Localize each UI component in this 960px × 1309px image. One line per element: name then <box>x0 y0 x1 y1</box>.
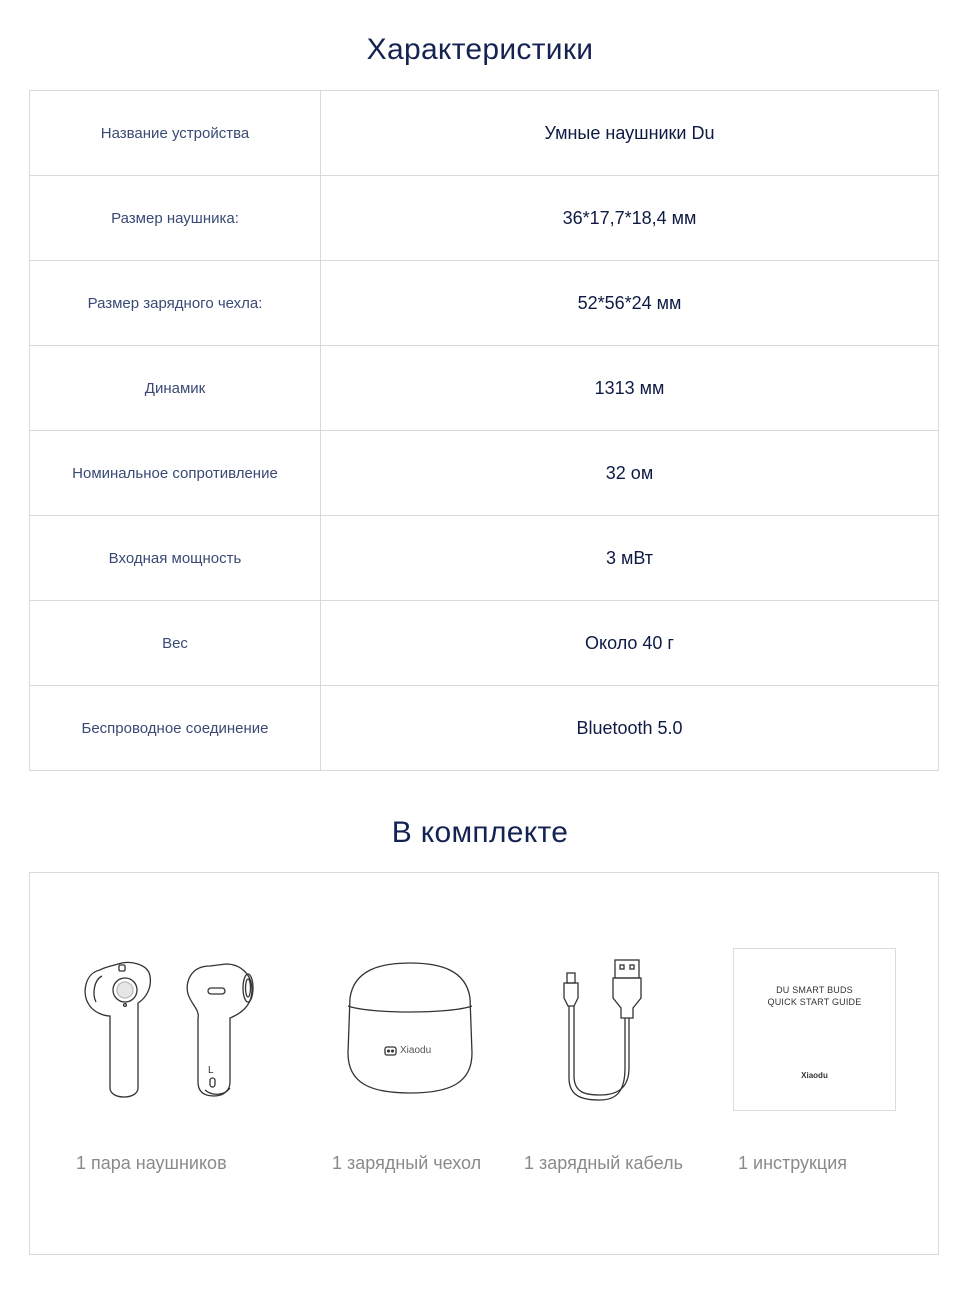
kit-caption-earbuds: 1 пара наушников <box>76 1153 227 1173</box>
kit-contents <box>29 872 939 1255</box>
table-row <box>30 516 939 601</box>
guide-title-line1: DU SMART BUDS <box>776 985 853 995</box>
charging-case-icon <box>340 958 480 1098</box>
spec-value-earbud-size: 36*17,7*18,4 мм <box>321 176 939 261</box>
table-row <box>30 91 939 176</box>
spec-value-wireless: Bluetooth 5.0 <box>321 686 939 771</box>
table-row <box>30 601 939 686</box>
spec-value-weight: Около 40 г <box>321 601 939 686</box>
table-row <box>30 261 939 346</box>
specs-table <box>29 90 939 771</box>
spec-label-weight: Вес <box>30 601 321 686</box>
spec-label-earbud-size: Размер наушника: <box>30 176 321 261</box>
table-row <box>30 686 939 771</box>
spec-label-device-name: Название устройства <box>30 91 321 176</box>
manual-icon <box>733 948 896 1111</box>
specs-title: Характеристики <box>366 33 594 66</box>
spec-value-impedance: 32 ом <box>321 431 939 516</box>
spec-label-input-power: Входная мощность <box>30 516 321 601</box>
spec-value-driver: 1313 мм <box>321 346 939 431</box>
spec-label-case-size: Размер зарядного чехла: <box>30 261 321 346</box>
spec-label-driver: Динамик <box>30 346 321 431</box>
table-row <box>30 431 939 516</box>
spec-value-case-size: 52*56*24 мм <box>321 261 939 346</box>
kit-caption-cable: 1 зарядный кабель <box>524 1153 683 1173</box>
kit-caption-case: 1 зарядный чехол <box>332 1153 482 1173</box>
table-row <box>30 346 939 431</box>
case-brand-label: Xiaodu <box>400 1045 432 1056</box>
spec-label-impedance: Номинальное сопротивление <box>30 431 321 516</box>
spec-label-wireless: Беспроводное соединение <box>30 686 321 771</box>
guide-title-line2: QUICK START GUIDE <box>767 997 862 1007</box>
earbud-side-label: L <box>208 1065 214 1076</box>
spec-value-device-name: Умные наушники Du <box>321 91 939 176</box>
spec-value-input-power: 3 мВт <box>321 516 939 601</box>
usb-cable-icon <box>560 958 650 1103</box>
guide-brand-label: Xiaodu <box>801 1071 828 1080</box>
kit-caption-manual: 1 инструкция <box>738 1153 848 1173</box>
earbuds-icon <box>80 958 260 1108</box>
table-row <box>30 176 939 261</box>
kit-title: В комплекте <box>391 816 569 849</box>
